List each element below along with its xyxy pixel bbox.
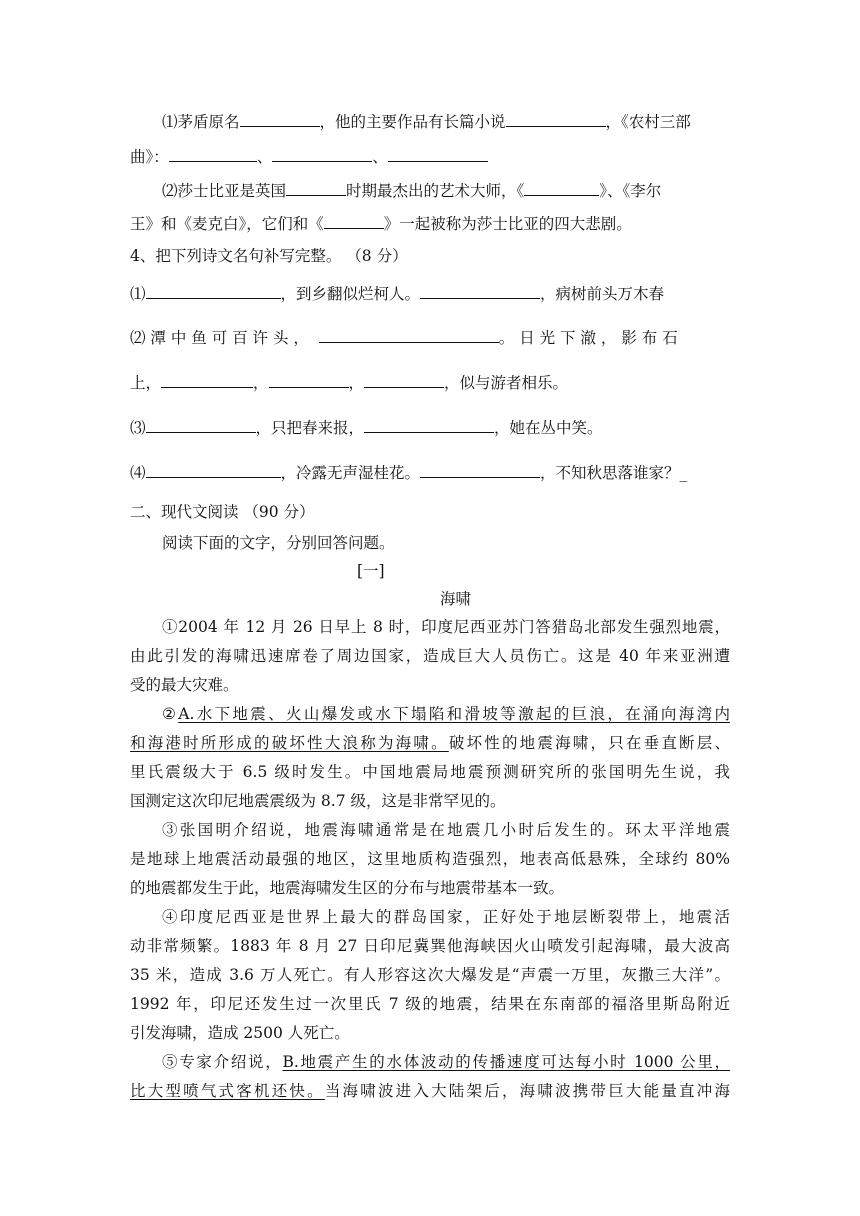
text: ，只把春来报， <box>255 419 365 437</box>
q4-item2-line2 <box>130 372 730 393</box>
answer-blank <box>161 372 253 388</box>
article-p5-line <box>130 1081 730 1101</box>
text: ⑵ 潭 中 鱼 可 百 许 头 ， <box>130 329 309 347</box>
article-p4-line: 35 米，造成 3.6 万人死亡。有人形容这次大爆发是“声震一万里，灰撒三大洋”。 <box>130 966 730 984</box>
article-p2-line: 里氏震级大于 6.5 级时发生。中国地震局地震预测研究所的张国明先生说，我 <box>130 763 730 781</box>
text: ，《农村三部 <box>605 113 691 131</box>
text: ⑷ <box>130 464 146 482</box>
article-p2-line <box>162 704 730 724</box>
text: 上， <box>130 374 162 392</box>
answer-blank <box>269 372 349 388</box>
text: ，似与游者相乐。 <box>444 374 569 392</box>
text: ，病树前头万木春 <box>540 285 665 303</box>
text: 破坏性的地震海啸，只在垂直断层、 <box>448 734 730 752</box>
article-p1-line: ①2004 年 12 月 26 日早上 8 时，印度尼西亚苏门答猎岛北部发生强烈地震， <box>162 618 730 636</box>
text: 》、《李尔 <box>599 182 662 200</box>
q4-item4 <box>130 462 730 483</box>
part-label: [一] <box>357 562 385 580</box>
text: ，到乡翻似烂柯人。 <box>280 285 421 303</box>
text: 、 <box>372 148 388 166</box>
article-p4-line: 1992 年，印尼还发生过一次里氏 7 级的地震，结果在东南部的福洛里斯岛附近 <box>130 995 730 1013</box>
answer-blank <box>146 417 256 433</box>
text: 、 <box>256 148 273 166</box>
text: 王》和《麦克白》，它们和《 <box>130 215 324 233</box>
text: ⑤专家介绍说， <box>162 1053 283 1071</box>
article-p3-line: ③张国明介绍说，地震海啸通常是在地震几小时后发生的。环太平洋地震 <box>162 821 730 839</box>
reading-instruction: 阅读下面的文字，分别回答问题。 <box>162 534 395 552</box>
answer-blank <box>364 372 444 388</box>
text: ⑴ <box>130 285 146 303</box>
answer-blank <box>420 283 540 299</box>
article-p1-line: 受的最大灾难。 <box>130 676 239 694</box>
answer-blank <box>324 213 384 229</box>
article-p4-line: 引发海啸，造成 2500 人死亡。 <box>130 1024 350 1042</box>
article-title: 海啸 <box>440 590 472 608</box>
answer-blank <box>146 283 281 299</box>
answer-blank <box>272 146 372 162</box>
q4-item2-line1 <box>130 327 730 348</box>
text: _ <box>679 464 688 482</box>
q4-heading: 4、把下列诗文名句补写完整。 （8 分） <box>130 247 408 265</box>
section2-heading: 二、现代文阅读 （90 分） <box>130 503 315 521</box>
underlined-sentence-b: 比大型喷气式客机还快。 <box>130 1082 325 1100</box>
underlined-sentence-a: A.水下地震、火山爆发或水下塌陷和滑坡等激起的巨浪，在涌向海湾内 <box>178 705 730 723</box>
text: ，不知秋思落谁家？ <box>540 464 680 482</box>
q3-p2-line2 <box>130 213 730 234</box>
answer-blank <box>286 180 346 196</box>
text: ② <box>162 705 179 723</box>
article-p2-line <box>130 733 730 753</box>
article-p4-line: ④印度尼西亚是世界上最大的群岛国家，正好处于地层断裂带上，地震活 <box>162 908 730 926</box>
answer-blank <box>524 180 599 196</box>
answer-blank <box>146 462 281 478</box>
text: 曲》： <box>130 148 169 166</box>
article-p5-line <box>162 1052 730 1072</box>
q3-p1-line2 <box>130 146 730 167</box>
answer-blank <box>420 462 540 478</box>
q4-item3 <box>130 417 730 438</box>
text: ，她在丛中笑。 <box>494 419 603 437</box>
article-p2-line: 国测定这次印尼地震震级为 8.7 级，这是非常罕见的。 <box>130 792 506 810</box>
text: 时期最杰出的艺术大师，《 <box>346 182 525 200</box>
q4-item1 <box>130 283 730 304</box>
underlined-sentence-b: B.地震产生的水体波动的传播速度可达每小时 1000 公里， <box>282 1053 730 1071</box>
answer-blank <box>319 327 499 343</box>
text: ，冷露无声湿桂花。 <box>280 464 421 482</box>
text: ， <box>253 374 269 392</box>
text: 》一起被称为莎士比亚的四大悲剧。 <box>383 215 632 233</box>
article-p3-line: 是地球上地震活动最强的地区，这里地质构造强烈，地表高低悬殊，全球约 80% <box>130 850 730 868</box>
text: ⑵莎士比亚是英国 <box>162 182 287 200</box>
q3-p1-line1 <box>162 111 730 132</box>
text: 。 日 光 下 澈 ， 影 布 石 <box>498 329 678 347</box>
text: 当海啸波进入大陆架后，海啸波携带巨大能量直冲海 <box>324 1082 730 1100</box>
text: ⑴茅盾原名 <box>162 113 240 131</box>
answer-blank <box>388 146 488 162</box>
answer-blank <box>506 111 606 127</box>
text: ，他的主要作品有长篇小说 <box>319 113 506 131</box>
article-p3-line: 的地震都发生于此，地震海啸发生区的分布与地震带基本一致。 <box>130 879 565 897</box>
article-p1-line: 由此引发的海啸迅速席卷了周边国家，造成巨大人员伤亡。这是 40 年来亚洲遭 <box>130 647 730 665</box>
answer-blank <box>240 111 320 127</box>
text: ， <box>348 374 365 392</box>
answer-blank <box>364 417 494 433</box>
underlined-sentence-a: 和海港时所形成的破坏性大浪称为海啸。 <box>130 734 449 752</box>
answer-blank <box>169 146 257 162</box>
article-p4-line: 动非常频繁。1883 年 8 月 27 日印尼冀巽他海峡因火山喷发引起海啸，最大波高 <box>130 937 730 955</box>
q3-p2-line1 <box>162 180 730 201</box>
text: ⑶ <box>130 419 146 437</box>
